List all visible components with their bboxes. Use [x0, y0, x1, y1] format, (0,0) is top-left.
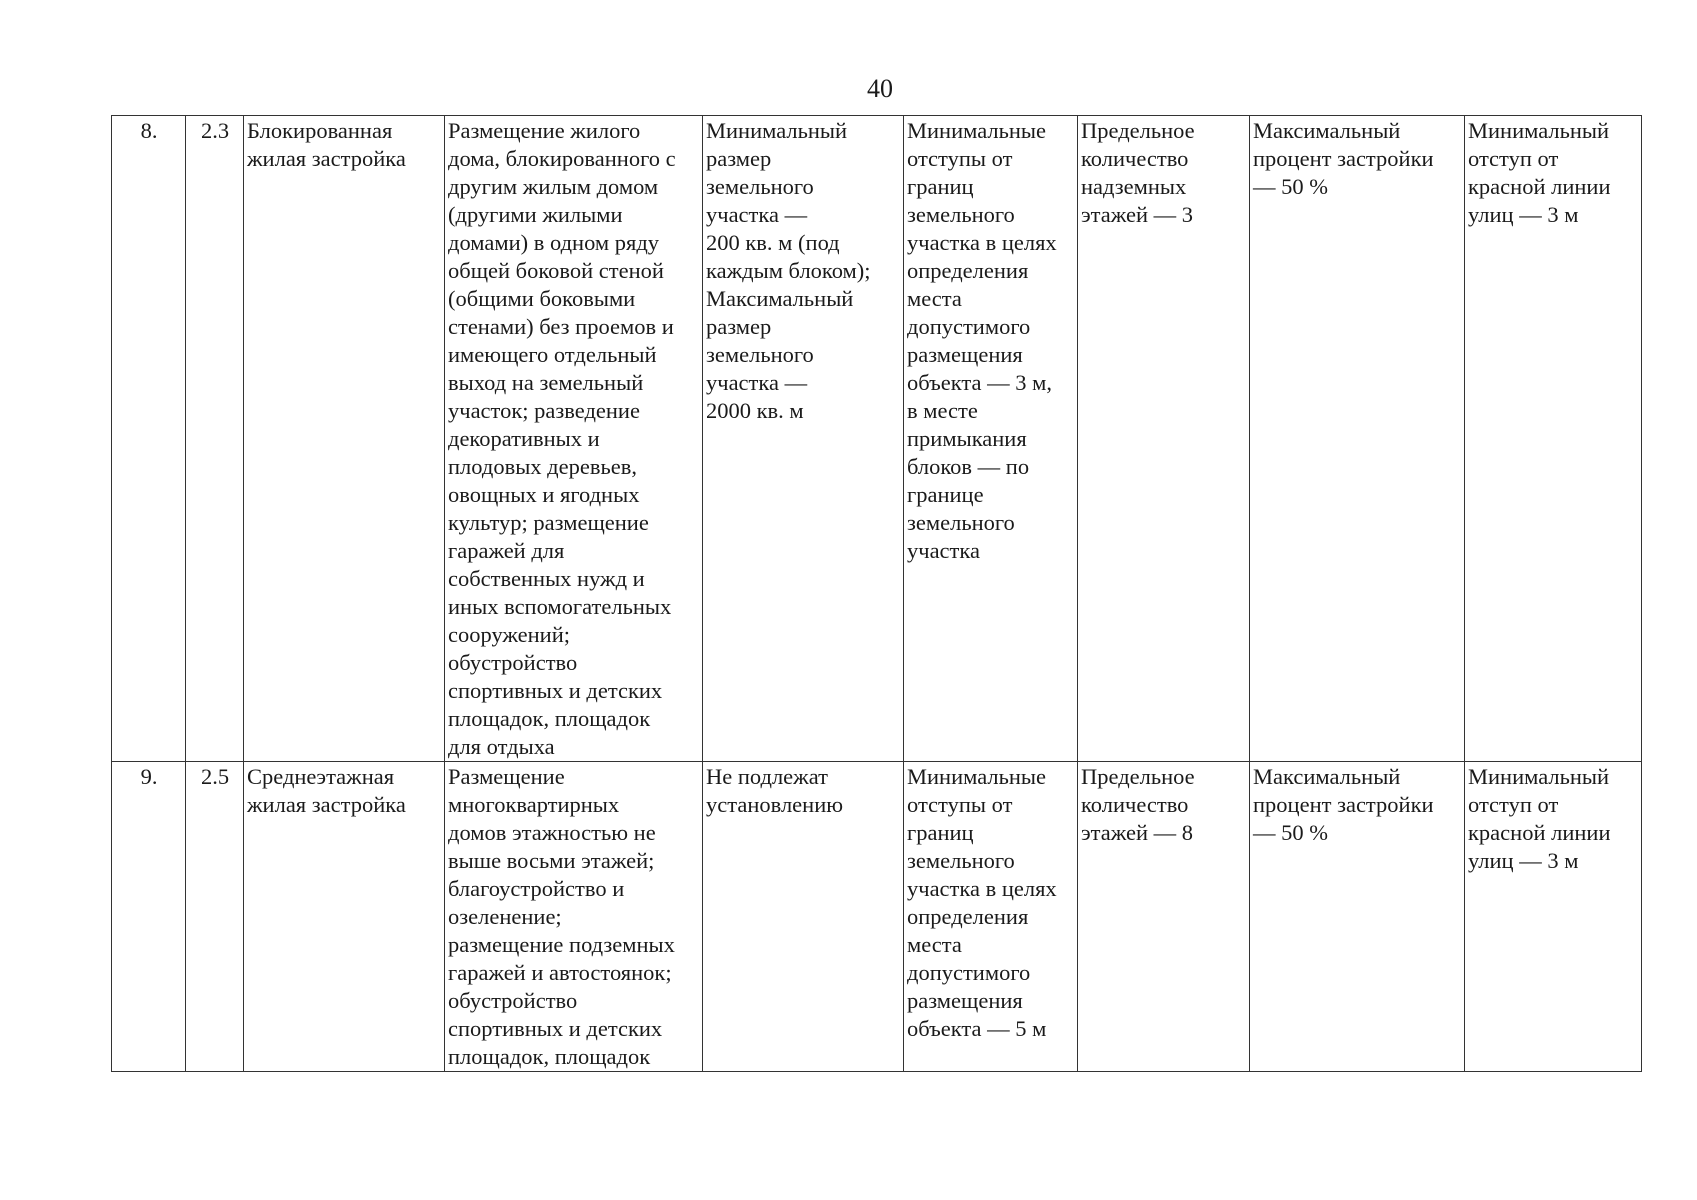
- use-code-cell: 2.3: [186, 116, 244, 762]
- row-number-cell: 8.: [112, 116, 186, 762]
- use-description-cell: Размещение многоквартирных домов этажностью не выше восьми этажей; благоустройство и озеленение; размещение подземных гаражей и автостоянок; обустройство спортивных и детских площадок, площадок: [445, 762, 703, 1072]
- coverage-cell: Максимальный процент застройки — 50 %: [1250, 762, 1465, 1072]
- floors-cell: Предельное количество этажей — 8: [1078, 762, 1250, 1072]
- zoning-regulations-table: [111, 115, 1642, 1072]
- red-line-setback-cell: Минимальный отступ от красной линии улиц — 3 м: [1465, 762, 1642, 1072]
- table-row: [112, 762, 1642, 1072]
- setbacks-cell: Минимальные отступы от границ земельного участка в целях определения места допустимого размещения объекта — 5 м: [904, 762, 1078, 1072]
- use-description-cell: Размещение жилого дома, блокированного с другим жилым домом (другими жилыми домами) в одном ряду общей боковой стеной (общими боковыми стенами) без проемов и имеющего отдельный выход на земельный участок; разведение декоративных и плодовых деревьев, овощных и ягодных культур; размещение гаражей для собственных нужд и иных вспомогательных сооружений; обустройство спортивных и детских площадок, площадок для отдыха: [445, 116, 703, 762]
- table-row: [112, 116, 1642, 762]
- use-name-cell: Среднеэтажная жилая застройка: [244, 762, 445, 1072]
- red-line-setback-cell: Минимальный отступ от красной линии улиц — 3 м: [1465, 116, 1642, 762]
- plot-size-cell: Минимальный размер земельного участка — 200 кв. м (под каждым блоком); Максимальный размер земельного участка — 2000 кв. м: [703, 116, 904, 762]
- page-number: 40: [867, 74, 893, 103]
- coverage-cell: Максимальный процент застройки — 50 %: [1250, 116, 1465, 762]
- plot-size-cell: Не подлежат установлению: [703, 762, 904, 1072]
- setbacks-cell: Минимальные отступы от границ земельного участка в целях определения места допустимого размещения объекта — 3 м, в месте примыкания блоков — по границе земельного участка: [904, 116, 1078, 762]
- use-name-cell: Блокированная жилая застройка: [244, 116, 445, 762]
- row-number-cell: 9.: [112, 762, 186, 1072]
- use-code-cell: 2.5: [186, 762, 244, 1072]
- floors-cell: Предельное количество надземных этажей — 3: [1078, 116, 1250, 762]
